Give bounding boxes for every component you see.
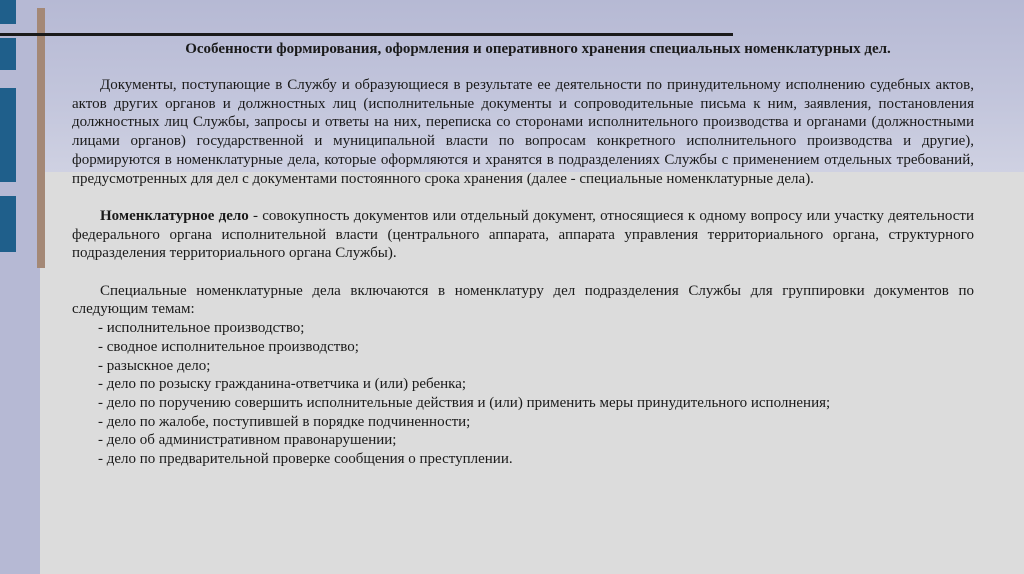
side-decor-bar [0, 196, 16, 252]
list-item: - дело об административном правонарушении; [98, 432, 397, 449]
list-item: - разыскное дело; [98, 357, 211, 374]
list-item: - дело по предварительной проверке сообщения о преступлении. [98, 451, 513, 468]
paragraph-definition [72, 207, 974, 263]
topic-list [72, 319, 974, 469]
side-decor-bar [0, 88, 16, 182]
document-body [72, 40, 974, 469]
list-item: - исполнительное производство; [98, 320, 305, 337]
paragraph-documents: Документы, поступающие в Службу и образующиеся в результате ее деятельности по принудительному исполнению судебных актов, актов других органов и должностных лиц (исполнительные документы и сопроводительные письма к ним, заявления, постановления должностных лиц Службы, запросы и ответы на них, переписка со сторонами исполнительного производства и органами (должностными лицами органов) государственной и муниципальной власти по вопросам конкретного исполнительного производства и другие), формируются в номенклатурные дела, которые оформляются и хранятся в подразделениях Службы с применением отдельных требований, предусмотренных для дел с документами постоянного срока хранения (далее - специальные номенклатурные дела). [72, 77, 974, 187]
title-rule [0, 33, 733, 36]
document-title: Особенности формирования, оформления и оперативного хранения специальных номенклатурных дел. [185, 41, 891, 57]
list-item: - дело по розыску гражданина-ответчика и (или) ребенка; [98, 376, 467, 393]
paragraph-topics-intro: Специальные номенклатурные дела включаются в номенклатуру дел подразделения Службы для группировки документов по следующим темам: [72, 282, 974, 318]
list-item: - дело по жалобе, поступившей в порядке подчиненности; [98, 413, 471, 430]
side-decor-bar [0, 38, 16, 70]
definition-text: - совокупность документов или отдельный документ, относящиеся к одному вопросу или участку деятельности федерального органа исполнительной власти (центрального аппарата, аппарата управления территориального органа, структурного подразделения территориального органа Службы). [72, 207, 975, 262]
accent-stripe [37, 8, 45, 268]
list-item: - сводное исполнительное производство; [98, 338, 359, 355]
left-margin [0, 0, 40, 574]
definition-term: Номенклатурное дело [100, 207, 249, 224]
side-decor-bar [0, 0, 16, 24]
list-item: - дело по поручению совершить исполнительные действия и (или) применить меры принудительного исполнения; [98, 394, 831, 411]
